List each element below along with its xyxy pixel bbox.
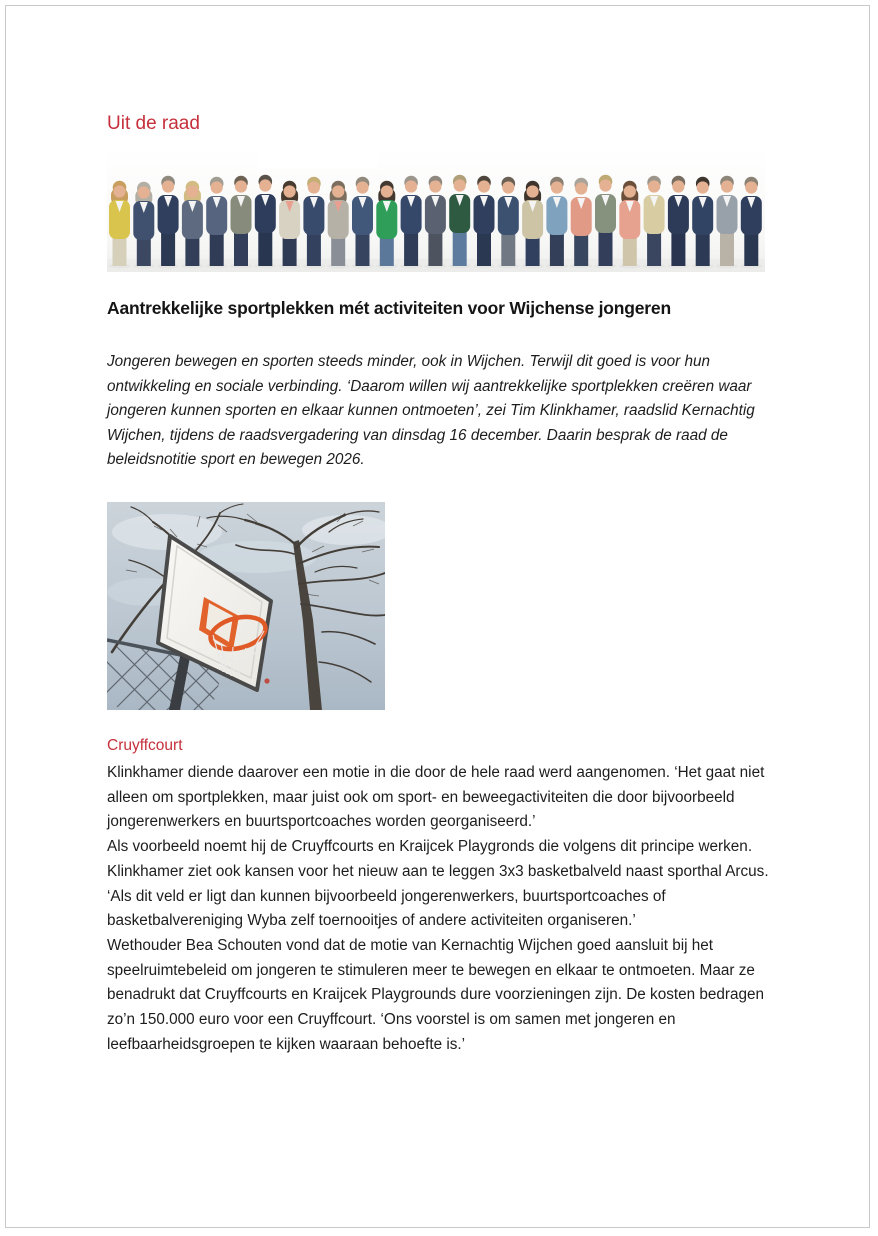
article-lead: Jongeren bewegen en sporten steeds minder, ook in Wijchen. Terwijl dit goed is voor hun ontwikkeling en sociale verbinding. ‘Daarom willen wij aantrekkelijke sportplekken creëren waar jongeren kunnen sporten en elkaar kunnen ontmoeten’, zei Tim Klinkhamer, raadslid Kernachtig Wijchen, tijdens de raadsvergadering van dinsdag 16 december. Daarin besprak de raad de beleidsnotitie sport en bewegen 2026.	[107, 353, 755, 469]
article-title: Aantrekkelijke sportplekken mét activiteiten voor Wijchense jongeren	[107, 298, 671, 318]
basketball-hoop-graphic	[107, 502, 385, 710]
council-group-photo	[107, 147, 765, 272]
body-paragraph: Klinkhamer diende daarover een motie in die door de hele raad werd aangenomen. ‘Het gaat niet alleen om sportplekken, maar juist ook om sport- en beweegactiviteiten die door bijvoorbeeld jongerenwerkers en buurtsportcoaches worden georganiseerd.’	[107, 764, 765, 831]
body-paragraph: Als voorbeeld noemt hij de Cruyffcourts en Kraijcek Playgronds die volgens dit principe werken. Klinkhamer ziet ook kansen voor het nieuw aan te leggen 3x3 basketbalveld naast sporthal Arcus. ‘Als dit veld er ligt dan kunnen bijvoorbeeld jongerenwerkers, buurtsportcoaches of basketbalvereniging Wyba zelf toernooitjes of andere activiteiten organiseren.’	[107, 838, 769, 930]
basketball-hoop-photo	[107, 502, 385, 710]
article-body	[107, 761, 777, 1057]
body-paragraph: Wethouder Bea Schouten vond dat de motie van Kernachtig Wijchen goed aansluit bij het speelruimtebeleid om jongeren te stimuleren meer te bewegen en elkaar te ontmoeten. Maar ze benadrukt dat Cruyffcourts en Kraijcek Playgrounds dure voorzieningen zijn. De kosten bedragen zo’n 150.000 euro voor een Cruyffcourt. ‘Ons voorstel is om samen met jongeren en leefbaarheidsgroepen te kijken waaraan behoefte is.’	[107, 936, 765, 1053]
council-group-photo-graphic	[107, 147, 765, 272]
section-label: Uit de raad	[107, 113, 200, 134]
document-page	[5, 5, 870, 1228]
article-subheading: Cruyffcourt	[107, 737, 183, 754]
